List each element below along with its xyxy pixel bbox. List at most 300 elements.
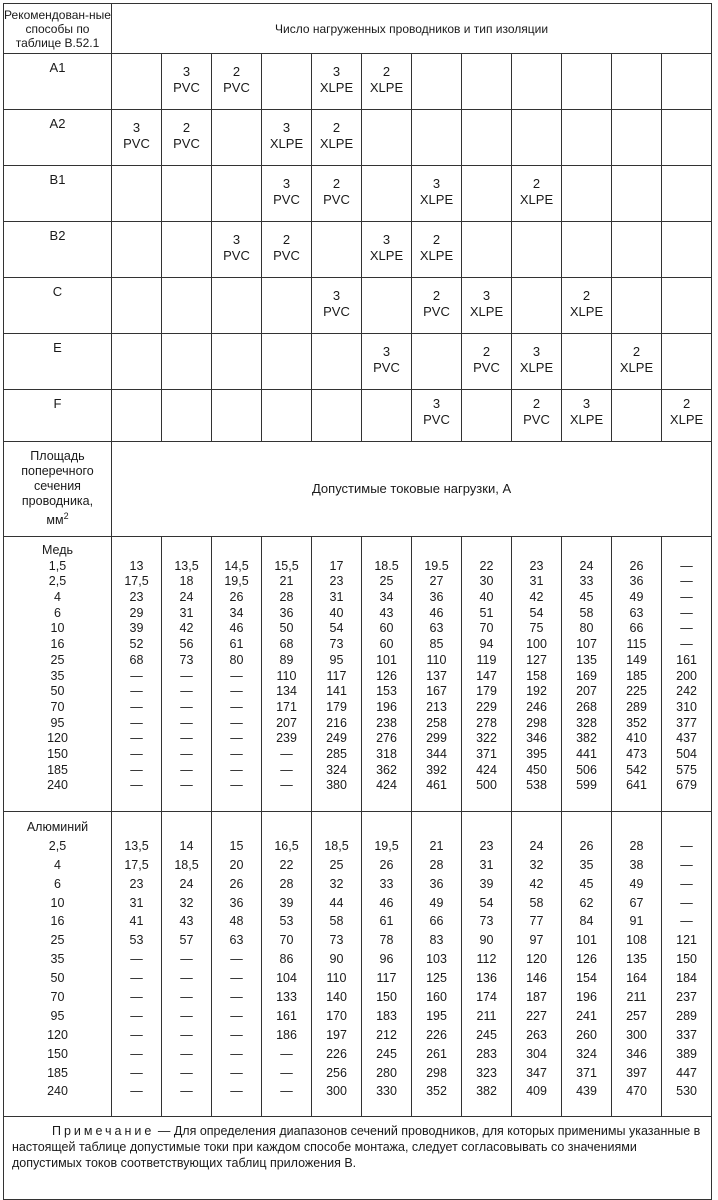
aluminium-column [162,812,212,1117]
copper-value: — [680,558,693,573]
copper-value: — [130,668,143,683]
copper-value: 135 [576,652,597,667]
aluminium-value: 187 [526,990,547,1005]
method-label: B1 [4,166,112,222]
aluminium-value: 447 [676,1065,697,1080]
method-cell [112,222,162,278]
copper-value: 34 [379,590,394,605]
method-cell-text: 2 [182,120,191,135]
aluminium-column [362,812,412,1117]
method-cell [212,222,262,278]
method-label: F [4,390,112,442]
copper-value: 36 [629,574,644,589]
copper-value: 641 [626,778,647,793]
copper-value: 424 [376,778,397,793]
aluminium-value: 352 [426,1084,447,1099]
aluminium-value: 140 [326,990,347,1005]
aluminium-value: 283 [476,1046,497,1061]
aluminium-value: 164 [626,971,647,986]
aluminium-value: 226 [426,1027,447,1042]
method-cell-text: XLPE [469,304,504,319]
copper-value: 115 [626,637,647,652]
copper-value: 31 [329,590,344,605]
aluminium-value: — [130,990,143,1005]
copper-value: 46 [429,605,444,620]
copper-value: 246 [526,699,547,714]
aluminium-value: 57 [179,933,194,948]
method-row [4,54,712,110]
method-cell-text: XLPE [569,304,604,319]
method-cell [662,390,712,442]
method-cell [262,54,312,110]
aluminium-value: 170 [326,1008,347,1023]
method-cell [412,390,462,442]
copper-value: 61 [229,637,244,652]
copper-value: 85 [429,637,444,652]
method-cell-text: 2 [482,344,491,359]
method-cell-text: 3 [432,176,441,191]
aluminium-spacer [512,818,561,837]
copper-value: 95 [329,652,344,667]
method-cell [412,278,462,334]
copper-value: 34 [229,605,244,620]
aluminium-value: — [230,990,243,1005]
copper-value: 542 [626,762,647,777]
copper-value: 58 [579,605,594,620]
method-label: E [4,334,112,390]
method-cell-text: 2 [332,120,341,135]
aluminium-value: 133 [276,990,297,1005]
aluminium-value: 96 [379,952,394,967]
copper-value: 242 [676,684,697,699]
aluminium-value: 120 [526,952,547,967]
method-cell [262,166,312,222]
method-cell [662,334,712,390]
copper-value: 127 [526,652,547,667]
method-cell [562,390,612,442]
aluminium-column [412,812,462,1117]
aluminium-value: 63 [229,933,244,948]
copper-area: 4 [54,590,61,605]
copper-value: 424 [476,762,497,777]
copper-value: — [180,778,193,793]
aluminium-value: 298 [426,1065,447,1080]
method-label: C [4,278,112,334]
aluminium-value: 108 [626,933,647,948]
copper-value: — [130,715,143,730]
copper-spacer [512,543,561,559]
copper-column [262,537,312,812]
copper-value: — [680,637,693,652]
methods-header: Рекомендован-ные способы по таблице B.52.1 [4,4,112,54]
method-cell-text: 3 [282,176,291,191]
aluminium-value: — [180,1084,193,1099]
copper-value: 73 [329,637,344,652]
method-cell-text: PVC [473,360,500,375]
copper-value: — [180,684,193,699]
aluminium-column [312,812,362,1117]
aluminium-column [262,812,312,1117]
aluminium-value: 43 [179,914,194,929]
aluminium-value: 226 [326,1046,347,1061]
method-cell-text: 2 [432,232,441,247]
aluminium-area: 4 [54,857,61,872]
aluminium-value: 90 [329,952,344,967]
copper-value: 119 [476,652,497,667]
aluminium-value: — [230,1065,243,1080]
aluminium-value: — [130,952,143,967]
copper-value: 679 [676,778,697,793]
copper-value: 575 [676,762,697,777]
copper-value: 15,5 [274,558,299,573]
aluminium-value: — [130,1065,143,1080]
aluminium-value: 530 [676,1084,697,1099]
copper-value: — [130,731,143,746]
aluminium-value: 304 [526,1046,547,1061]
aluminium-value: — [680,914,693,929]
aluminium-value: 97 [529,933,544,948]
aluminium-value: — [130,1046,143,1061]
aluminium-value: — [230,1008,243,1023]
aluminium-value: 24 [179,876,194,891]
aluminium-column [462,812,512,1117]
method-cell [112,334,162,390]
aluminium-value: 300 [326,1084,347,1099]
copper-value: 200 [676,668,697,683]
copper-value: 31 [179,605,194,620]
copper-spacer [212,543,261,559]
copper-value: — [230,715,243,730]
copper-spacer [112,543,161,559]
aluminium-value: 28 [429,857,444,872]
aluminium-value: 18,5 [174,857,199,872]
method-cell [312,110,362,166]
copper-area: 185 [47,762,68,777]
copper-value: 27 [429,574,444,589]
aluminium-area: 35 [50,952,65,967]
copper-area: 70 [50,699,65,714]
aluminium-value: 25 [329,857,344,872]
copper-value: — [680,621,693,636]
method-cell [462,54,512,110]
copper-value: 60 [379,621,394,636]
aluminium-value: 389 [676,1046,697,1061]
copper-value: — [130,684,143,699]
method-cell [312,54,362,110]
copper-value: 298 [526,715,547,730]
aluminium-value: 39 [479,876,494,891]
copper-value: 437 [676,731,697,746]
aluminium-value: 48 [229,914,244,929]
method-cell-text: PVC [273,248,300,263]
method-cell [512,54,562,110]
copper-value: 299 [426,731,447,746]
method-cell [512,166,562,222]
copper-column [612,537,662,812]
method-cell [162,222,212,278]
aluminium-value: — [230,1084,243,1099]
copper-value: — [230,668,243,683]
aluminium-title: Алюминий [26,820,89,834]
aluminium-value: 397 [626,1065,647,1080]
copper-value: 268 [576,699,597,714]
aluminium-value: — [230,971,243,986]
method-cell [162,166,212,222]
aluminium-value: 101 [576,933,597,948]
copper-value: 450 [526,762,547,777]
copper-value: 28 [279,590,294,605]
copper-area: 6 [54,605,61,620]
aluminium-value: 184 [676,971,697,986]
aluminium-value: 197 [326,1027,347,1042]
aluminium-value: — [280,1046,293,1061]
aluminium-value: 324 [576,1046,597,1061]
method-cell [562,278,612,334]
method-cell [112,166,162,222]
method-cell [612,110,662,166]
method-cell-text: XLPE [319,136,354,151]
method-cell [262,334,312,390]
copper-value: — [230,762,243,777]
method-cell [462,110,512,166]
copper-value: 158 [526,668,547,683]
method-label: A1 [4,54,112,110]
method-cell [362,334,412,390]
aluminium-value: — [230,952,243,967]
copper-value: 352 [626,715,647,730]
method-cell [462,278,512,334]
copper-value: 278 [476,715,497,730]
copper-value: 49 [629,590,644,605]
aluminium-value: 67 [629,895,644,910]
method-row [4,110,712,166]
copper-column [312,537,362,812]
aluminium-value: 245 [376,1046,397,1061]
copper-value: 506 [576,762,597,777]
aluminium-value: 104 [276,971,297,986]
area-header-line: $мм^2$ [46,511,69,528]
copper-value: 377 [676,715,697,730]
aluminium-column [562,812,612,1117]
method-cell [612,390,662,442]
copper-value: — [180,668,193,683]
copper-value: 13 [129,558,144,573]
copper-value: 324 [326,762,347,777]
method-cell-text: 2 [232,64,241,79]
aluminium-value: 237 [676,990,697,1005]
copper-value: 30 [479,574,494,589]
aluminium-value: 84 [579,914,594,929]
copper-value: 344 [426,746,447,761]
aluminium-value: 28 [629,838,644,853]
aluminium-value: 33 [379,876,394,891]
aluminium-spacer [412,818,461,837]
method-row [4,222,712,278]
method-cell [612,334,662,390]
copper-value: 137 [426,668,447,683]
method-cell [162,334,212,390]
method-cell-text: PVC [173,80,200,95]
aluminium-value: 78 [379,933,394,948]
aluminium-value: 38 [629,857,644,872]
aluminium-column [662,812,712,1117]
aluminium-value: 110 [326,971,347,986]
method-cell [362,278,412,334]
note-paragraph [12,1123,705,1171]
method-cell-text: XLPE [669,412,704,427]
aluminium-value: 439 [576,1084,597,1099]
aluminium-value: 49 [429,895,444,910]
method-cell-text: 3 [382,344,391,359]
copper-value: 225 [626,684,647,699]
aluminium-value: 289 [676,1008,697,1023]
method-label: A2 [4,110,112,166]
aluminium-value: 19,5 [374,838,399,853]
copper-column [112,537,162,812]
copper-value: 24 [579,558,594,573]
copper-area: 240 [47,778,68,793]
method-cell-text: PVC [323,192,350,207]
copper-value: 171 [276,699,297,714]
method-cell-text: PVC [373,360,400,375]
aluminium-value: — [130,1084,143,1099]
aluminium-value: 186 [276,1027,297,1042]
method-cell-text: XLPE [369,248,404,263]
copper-value: 196 [376,699,397,714]
copper-value: 33 [579,574,594,589]
conductors-header: Число нагруженных проводников и тип изоляции [112,4,712,54]
aluminium-value: — [180,1008,193,1023]
method-row [4,334,712,390]
aluminium-value: 73 [329,933,344,948]
method-cell [112,390,162,442]
method-cell [462,166,512,222]
method-cell [612,222,662,278]
method-cell [512,334,562,390]
aluminium-value: 16,5 [274,838,299,853]
copper-value: 17 [329,558,344,573]
copper-value: 75 [529,621,544,636]
aluminium-value: 24 [529,838,544,853]
aluminium-value: 256 [326,1065,347,1080]
copper-value: 19.5 [424,558,449,573]
method-cell [662,166,712,222]
current-capacity-table [3,3,712,1200]
method-cell [162,278,212,334]
copper-column [362,537,412,812]
copper-value: 276 [376,731,397,746]
copper-value: — [130,746,143,761]
copper-value: 36 [429,590,444,605]
area-header-line: проводника, [21,494,94,509]
method-cell [412,54,462,110]
method-cell [112,110,162,166]
copper-value: 167 [426,684,447,699]
copper-value: 68 [279,637,294,652]
area-header-line: поперечного [21,464,94,479]
aluminium-value: — [180,1065,193,1080]
copper-value: 207 [276,715,297,730]
aluminium-value: 227 [526,1008,547,1023]
note-dash: — [154,1124,174,1138]
copper-value: — [180,746,193,761]
aluminium-value: 337 [676,1027,697,1042]
copper-value: — [230,684,243,699]
aluminium-value: 13,5 [124,838,149,853]
method-cell-text: XLPE [419,192,454,207]
aluminium-value: 330 [376,1084,397,1099]
method-cell [262,110,312,166]
aluminium-area: 6 [54,876,61,891]
method-cell-text: 3 [332,288,341,303]
aluminium-spacer [562,818,611,837]
aluminium-value: — [680,857,693,872]
aluminium-value: 66 [429,914,444,929]
copper-value: 504 [676,746,697,761]
aluminium-value: 49 [629,876,644,891]
method-cell [412,222,462,278]
area-header-row [4,442,712,537]
aluminium-value: — [680,838,693,853]
method-cell-text: 2 [532,396,541,411]
method-cell-text: 3 [532,344,541,359]
aluminium-value: 83 [429,933,444,948]
copper-value: — [130,762,143,777]
copper-areas [4,537,112,812]
copper-value: 13,5 [174,558,199,573]
method-cell [212,54,262,110]
method-cell-text: PVC [523,412,550,427]
copper-value: 238 [376,715,397,730]
area-header-line: Площадь [30,449,85,464]
copper-value: 36 [279,605,294,620]
copper-value: 63 [429,621,444,636]
method-cell-text: 3 [132,120,141,135]
copper-title: Медь [41,543,74,557]
aluminium-value: 73 [479,914,494,929]
aluminium-value: 409 [526,1084,547,1099]
method-cell-text: 3 [482,288,491,303]
method-cell [562,110,612,166]
aluminium-value: 32 [179,895,194,910]
aluminium-value: — [180,952,193,967]
copper-value: 66 [629,621,644,636]
method-row [4,390,712,442]
method-cell-text: 2 [582,288,591,303]
method-cell-text: XLPE [519,360,554,375]
aluminium-value: — [680,895,693,910]
copper-area: 10 [50,621,65,636]
copper-column [512,537,562,812]
copper-value: 101 [376,652,397,667]
copper-spacer [662,543,711,559]
aluminium-value: — [230,1046,243,1061]
method-cell [462,334,512,390]
aluminium-value: 136 [476,971,497,986]
copper-value: 70 [479,621,494,636]
aluminium-column [112,812,162,1117]
aluminium-column [212,812,262,1117]
method-cell-text: 3 [282,120,291,135]
aluminium-area: 240 [47,1084,68,1099]
copper-value: 43 [379,605,394,620]
method-cell [162,110,212,166]
method-cell [212,390,262,442]
method-cell-text: PVC [323,304,350,319]
copper-value: 318 [376,746,397,761]
method-cell [412,110,462,166]
aluminium-value: 26 [229,876,244,891]
